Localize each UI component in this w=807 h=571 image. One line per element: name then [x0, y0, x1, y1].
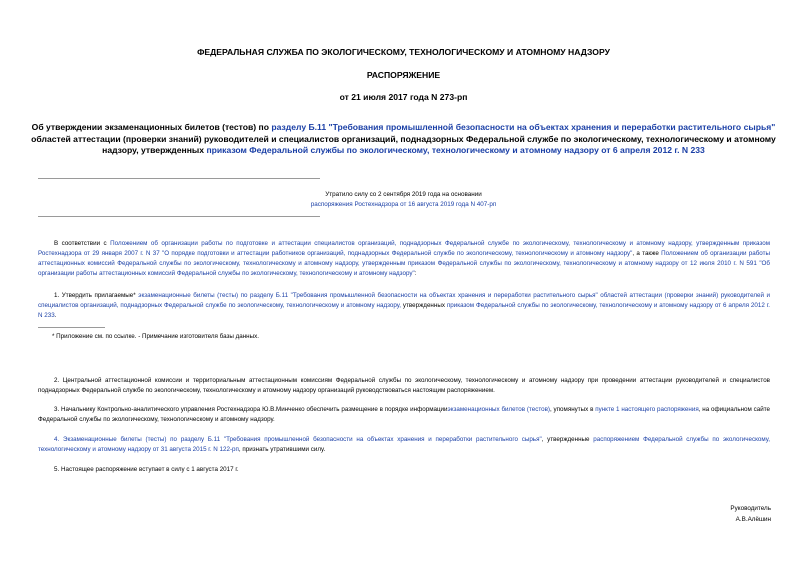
agency-name: ФЕДЕРАЛЬНАЯ СЛУЖБА ПО ЭКОЛОГИЧЕСКОМУ, ТЕХНОЛОГИЧЕСКОМУ И АТОМНОМУ НАДЗОРУ — [197, 47, 610, 57]
lost-force-line1: Утратило силу со 2 сентября 2019 года на основании — [325, 191, 482, 198]
signature-role: Руководитель — [730, 505, 771, 512]
preamble-link-1[interactable]: Положением об организации работы по подготовке и аттестации специалистов организаций, поднадзорных Федеральной службе по экологическому, технологическому и атомному надзору, утвержденным приказом Ростехнадзора от 29 января 2007 г. N 37 "О порядке подготовки и аттестации работников организаций, поднадзорных Федеральной службе по экологическому, технологическому и атомному надзору" — [38, 240, 770, 257]
title-link-order[interactable]: приказом Федеральной службы по экологическому, технологическому и атомному надзору от 6 апреля 2012 г. N 233 — [206, 145, 705, 155]
preamble-link-2[interactable]: Положением об организации работы аттестационных комиссий Федеральной службы по экологическому, технологическому и атомному надзору, утвержденным приказом Федеральной службы по экологическому, технологическому и атомному надзору от 12 июля 2010 г. N 591 "Об организации работы аттестационных комиссий Федеральной службы по экологическому, технологическому и атомному надзору" — [38, 250, 770, 277]
item-3-link-tickets[interactable]: экзаменационных билетов (тестов) — [447, 406, 550, 413]
document-type: РАСПОРЯЖЕНИЕ — [366, 70, 441, 80]
preamble-paragraph: В соответствии с Положением об организации работы по подготовке и аттестации специалистов организаций, поднадзорных Федеральной службе по экологическому, технологическому и атомному надзору, утвержденным приказом Ростехнадзора от 29 января 2007 г. N 37 "О порядке подготовки и аттестации работников организаций, поднадзорных Федеральной службе по экологическому, технологическому и атомному надзору", а также Положением об организации работы аттестационных комиссий Федеральной службы по экологическому, технологическому и атомному надзору, утвержденным приказом Федеральной службы по экологическому, технологическому и атомному надзору от 12 июля 2010 г. N 591 "Об организации работы аттестационных комиссий Федеральной службы по экологическому, технологическому и атомному надзору": — [38, 240, 770, 277]
item-1-link-tickets[interactable]: экзаменационные билеты (тесты) по разделу Б.11 "Требования промышленной безопасности на объектах хранения и переработки растительного сырья" областей аттестации (проверки знаний) руководителей и специалистов организаций, поднадзорных Федеральной службе по экологическому, технологическому и атомному надзору, — [38, 292, 770, 309]
signature-name: А.В.Алёшин — [735, 516, 771, 523]
item-1-link-order[interactable]: приказом Федеральной службы по экологическому, технологическому и атомному надзору от 6 апреля 2012 г. N 233 — [38, 302, 770, 319]
divider-top — [38, 178, 320, 179]
document-date-number: от 21 июля 2017 года N 273-рп — [339, 92, 468, 102]
item-3-link-point[interactable]: пункте 1 настоящего распоряжения — [595, 406, 699, 413]
item-3: 3. Начальнику Контрольно-аналитического управления Ростехнадзора Ю.В.Минченко обеспечить размещение в порядке информацииэкзаменационных билетов (тестов), упомянутых в пункте 1 настоящего распоряжения, на официальном сайте Федеральной службы по экологическому, технологическому и атомному надзору. — [38, 406, 770, 423]
document-title: Об утверждении экзаменационных билетов (тестов) по разделу Б.11 "Требования промышленной безопасности на объектах хранения и переработки растительного сырья" областей аттестации (проверки знаний) руководителей и специалистов организаций, поднадзорных Федеральной службе по экологическому, технологическому и атомному надзору, утвержденных приказом Федеральной службы по экологическому, технологическому и атомному надзору от 6 апреля 2012 г. N 233 — [31, 122, 776, 155]
item-4-link-tickets[interactable]: 4. Экзаменационные билеты (тесты) по разделу Б.11 "Требования промышленной безопасности на объектах хранения и переработки растительного сырья" — [54, 436, 542, 443]
item-2: 2. Центральной аттестационной комиссии и территориальным аттестационным комиссиям Федеральной службы по экологическому, технологическому и атомному надзору при проведении аттестации руководителей и специалистов поднадзорных Федеральной службе по экологическому, технологическому и атомному надзору организаций руководствоваться настоящим распоряжением. — [38, 377, 770, 394]
footnote: * Приложение см. по ссылке. - Примечание изготовителя базы данных. — [52, 333, 259, 340]
divider-bottom — [38, 216, 320, 217]
item-4-link-order[interactable]: распоряжением Федеральной службы по экологическому, технологическому и атомному надзору от 31 августа 2015 г. N 122-рп — [38, 436, 770, 453]
item-1: 1. Утвердить прилагаемые* экзаменационные билеты (тесты) по разделу Б.11 "Требования промышленной безопасности на объектах хранения и переработки растительного сырья" областей аттестации (проверки знаний) руководителей и специалистов организаций, поднадзорных Федеральной службе по экологическому, технологическому и атомному надзору, утвержденных приказом Федеральной службы по экологическому, технологическому и атомному надзору от 6 апреля 2012 г. N 233. — [38, 292, 770, 319]
item-4: 4. Экзаменационные билеты (тесты) по разделу Б.11 "Требования промышленной безопасности на объектах хранения и переработки растительного сырья", утвержденные распоряжением Федеральной службы по экологическому, технологическому и атомному надзору от 31 августа 2015 г. N 122-рп, признать утратившими силу. — [38, 436, 770, 453]
lost-force-link[interactable]: распоряжения Ростехнадзора от 16 августа 2019 года N 407-рп — [310, 201, 497, 208]
title-link-section[interactable]: разделу Б.11 "Требования промышленной безопасности на объектах хранения и переработки растительного сырья" — [271, 122, 776, 132]
item-5: 5. Настоящее распоряжение вступает в силу с 1 августа 2017 г. — [54, 466, 239, 473]
footnote-divider — [38, 327, 105, 328]
